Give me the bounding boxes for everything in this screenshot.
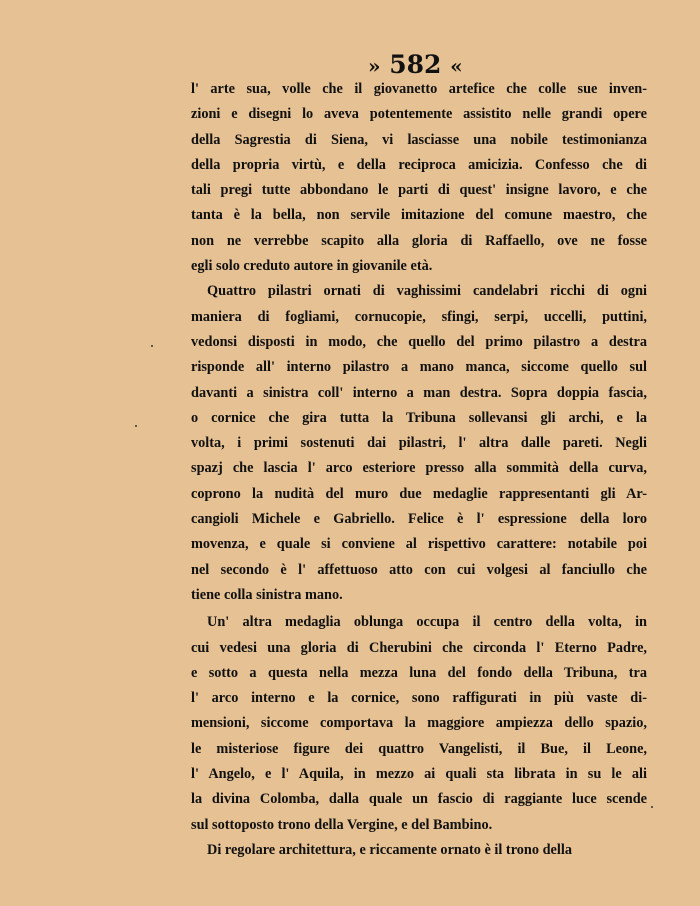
text-line: coprono la nudità del muro due medaglie rappresentanti gli Ar- bbox=[191, 485, 647, 502]
page-number: 582 bbox=[389, 50, 442, 79]
text-line: l' Angelo, e l' Aquila, in mezzo ai quali sta librata in su le ali bbox=[191, 766, 647, 783]
text-line: l' arco interno e la cornice, sono raffigurati in più vaste di- bbox=[191, 690, 647, 707]
text-line: volta, i primi sostenuti dai pilastri, l' altra dalle pareti. Negli bbox=[191, 435, 647, 452]
text-line: davanti a sinistra coll' interno a man destra. Sopra doppia fascia, bbox=[191, 384, 647, 401]
text-line: l' arte sua, volle che il giovanetto artefice che colle sue inven- bbox=[191, 81, 647, 97]
paper-speck bbox=[651, 806, 653, 808]
text-line: Un' altra medaglia oblunga occupa il centro della volta, in bbox=[207, 614, 647, 631]
text-line: maniera di fogliami, cornucopie, sfingi, serpi, uccelli, puttini, bbox=[191, 308, 647, 325]
right-ornament: « bbox=[450, 54, 463, 78]
text-line: o cornice che gira tutta la Tribuna sollevansi gli archi, e la bbox=[191, 409, 647, 426]
text-line: risponde all' interno pilastro a mano manca, siccome quello sul bbox=[191, 359, 647, 376]
text-line: vedonsi disposti in modo, che quello del primo pilastro a destra bbox=[191, 333, 647, 350]
text-line: tanta è la bella, non servile imitazione del comune maestro, che bbox=[191, 207, 647, 224]
text-line: movenza, e quale si conviene al rispettivo carattere: notabile poi bbox=[191, 536, 647, 553]
paper-speck bbox=[151, 345, 153, 347]
text-line: le misteriose figure dei quattro Vangelisti, il Bue, il Leone, bbox=[191, 740, 647, 757]
paper-speck bbox=[135, 425, 137, 427]
text-line: la divina Colomba, dalla quale un fascio di raggiante luce scende bbox=[191, 791, 647, 808]
text-line: nel secondo è l' affettuoso atto con cui volgesi al fanciullo che bbox=[191, 561, 647, 578]
left-ornament: » bbox=[368, 54, 381, 78]
text-line: spazj che lascia l' arco esteriore presso alla sommità della curva, bbox=[191, 460, 647, 477]
text-line: cui vedesi una gloria di Cherubini che circonda l' Eterno Padre, bbox=[191, 639, 647, 656]
text-line: zioni e disegni lo aveva potentemente assistito nelle grandi opere bbox=[191, 106, 647, 123]
body-text bbox=[191, 77, 647, 863]
text-line: tiene colla sinistra mano. bbox=[191, 586, 343, 603]
text-line: e sotto a questa nella mezza luna del fondo della Tribuna, tra bbox=[191, 664, 647, 681]
text-line: della Sagrestia di Siena, vi lasciasse una nobile testimonianza bbox=[191, 131, 647, 148]
text-line: cangioli Michele e Gabriello. Felice è l' espressione della loro bbox=[191, 511, 647, 528]
text-line: tali pregi tutte abbondano le parti di quest' insigne lavoro, e che bbox=[191, 182, 647, 199]
text-line: Di regolare architettura, e riccamente ornato è il trono della bbox=[207, 841, 572, 858]
text-line: non ne verrebbe scapito alla gloria di Raffaello, ove ne fosse bbox=[191, 232, 647, 249]
text-line: egli solo creduto autore in giovanile età. bbox=[191, 258, 433, 275]
text-line: mensioni, siccome comportava la maggiore ampiezza dello spazio, bbox=[191, 715, 647, 732]
text-line: della propria virtù, e della reciproca amicizia. Confesso che di bbox=[191, 156, 647, 173]
text-line: sul sottoposto trono della Vergine, e del Bambino. bbox=[191, 816, 493, 833]
text-line: Quattro pilastri ornati di vaghissimi candelabri ricchi di ogni bbox=[207, 283, 647, 300]
